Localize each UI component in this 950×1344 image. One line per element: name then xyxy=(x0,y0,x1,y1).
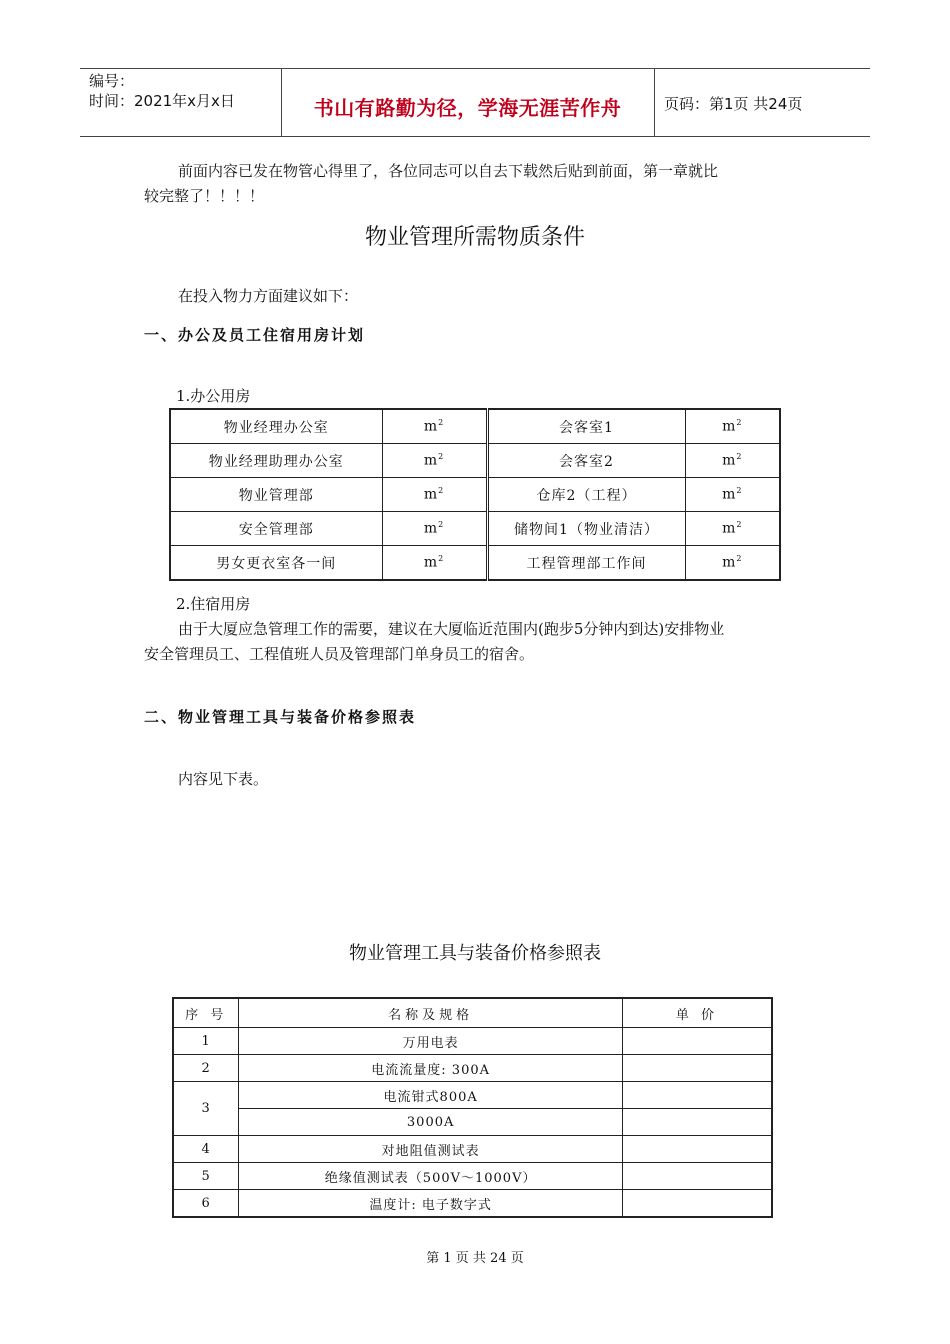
room-name-right: 工程管理部工作间 xyxy=(487,546,685,581)
room-name-right: 仓库2（工程） xyxy=(487,478,685,512)
table-row xyxy=(170,409,780,444)
room-name-left: 男女更衣室各一间 xyxy=(170,546,382,581)
room-area-right xyxy=(685,478,780,512)
room-area-right xyxy=(685,409,780,444)
unit-superscript: 2 xyxy=(736,418,743,428)
cell-name: 电流钳式800A xyxy=(239,1082,623,1109)
dorm-para-line-2: 安全管理员工、工程值班人员及管理部门单身员工的宿舍。 xyxy=(144,645,535,663)
price-table xyxy=(172,997,773,1218)
cell-price xyxy=(623,1055,773,1082)
room-name-left: 物业经理办公室 xyxy=(170,409,382,444)
table-row xyxy=(170,478,780,512)
unit-superscript: 2 xyxy=(736,452,743,462)
section-2-text: 内容见下表。 xyxy=(178,770,269,788)
room-name-left: 物业经理助理办公室 xyxy=(170,444,382,478)
unit-superscript: 2 xyxy=(438,418,445,428)
room-name-right: 会客室2 xyxy=(487,444,685,478)
room-area-left xyxy=(382,409,487,444)
cell-no: 4 xyxy=(173,1136,239,1163)
table-row xyxy=(173,1109,772,1136)
unit-superscript: 2 xyxy=(438,452,445,462)
cell-no: 1 xyxy=(173,1028,239,1055)
cell-price xyxy=(623,1163,773,1190)
table-row xyxy=(170,546,780,581)
table-row xyxy=(170,512,780,546)
cell-price xyxy=(623,1082,773,1109)
cell-price xyxy=(623,1190,773,1218)
header-divider-2 xyxy=(654,68,655,136)
unit-text: m xyxy=(722,486,737,503)
unit-superscript: 2 xyxy=(736,520,743,530)
unit-superscript: 2 xyxy=(438,554,445,564)
unit-text: m xyxy=(423,418,439,435)
header-motto: 书山有路勤为径，学海无涯苦作舟 xyxy=(313,96,622,120)
room-area-right xyxy=(685,444,780,478)
cell-no: 6 xyxy=(173,1190,239,1218)
unit-text: m xyxy=(722,452,737,469)
cell-name: 万用电表 xyxy=(239,1028,623,1055)
page-footer: 第 1 页 共 24 页 xyxy=(426,1251,524,1266)
section-2-heading: 二、物业管理工具与装备价格参照表 xyxy=(144,708,417,726)
section-1-heading: 一、办公及员工住宿用房计划 xyxy=(144,326,366,344)
unit-text: m xyxy=(423,486,439,503)
cell-price xyxy=(623,1028,773,1055)
unit-text: m xyxy=(722,418,737,435)
cell-no: 2 xyxy=(173,1055,239,1082)
cell-name: 3000A xyxy=(239,1109,623,1136)
room-name-right: 会客室1 xyxy=(487,409,685,444)
unit-superscript: 2 xyxy=(736,486,743,496)
unit-text: m xyxy=(722,520,737,537)
unit-text: m xyxy=(722,554,737,571)
room-area-left xyxy=(382,478,487,512)
office-rooms-subheading: 1.办公用房 xyxy=(176,387,251,405)
col-header-name: 名称及规格 xyxy=(239,998,623,1028)
office-rooms-table xyxy=(169,408,781,581)
cell-price xyxy=(623,1109,773,1136)
intro-line-2: 较完整了！！！！ xyxy=(144,187,265,205)
cell-name: 对地阻值测试表 xyxy=(239,1136,623,1163)
cell-no: 3 xyxy=(173,1082,239,1136)
room-area-left xyxy=(382,512,487,546)
page-title: 物业管理所需物质条件 xyxy=(364,225,585,250)
lead-text: 在投入物力方面建议如下： xyxy=(178,287,359,305)
unit-superscript: 2 xyxy=(438,520,445,530)
header-number-label: 编号： xyxy=(89,72,135,90)
unit-text: m xyxy=(423,554,439,571)
col-header-price: 单 价 xyxy=(623,998,773,1028)
room-area-left xyxy=(382,444,487,478)
cell-name: 电流流量度: 300A xyxy=(239,1055,623,1082)
header-bottom-rule xyxy=(80,136,870,137)
table-row xyxy=(173,1190,772,1218)
header-page-info: 页码：第1页 共24页 xyxy=(664,95,803,113)
cell-name: 绝缘值测试表（500V～1000V） xyxy=(239,1163,623,1190)
cell-price xyxy=(623,1136,773,1163)
table-row xyxy=(173,1136,772,1163)
unit-text: m xyxy=(423,452,439,469)
room-name-left: 安全管理部 xyxy=(170,512,382,546)
cell-no: 5 xyxy=(173,1163,239,1190)
room-name-left: 物业管理部 xyxy=(170,478,382,512)
header-time-label: 时间：2021年x月x日 xyxy=(89,92,235,110)
table-row xyxy=(170,444,780,478)
header-top-rule xyxy=(80,68,870,69)
table-row xyxy=(173,1055,772,1082)
table-row xyxy=(173,1028,772,1055)
room-area-right xyxy=(685,546,780,581)
unit-superscript: 2 xyxy=(438,486,445,496)
unit-text: m xyxy=(423,520,439,537)
table-row xyxy=(173,1082,772,1109)
room-area-left xyxy=(382,546,487,581)
intro-line-1: 前面内容已发在物管心得里了，各位同志可以自去下载然后贴到前面，第一章就比 xyxy=(178,162,719,180)
price-table-title: 物业管理工具与装备价格参照表 xyxy=(349,943,601,964)
unit-superscript: 2 xyxy=(736,554,743,564)
cell-name: 温度计: 电子数字式 xyxy=(239,1190,623,1218)
room-name-right: 储物间1（物业清洁） xyxy=(487,512,685,546)
room-area-right xyxy=(685,512,780,546)
dorm-para-line-1: 由于大厦应急管理工作的需要，建议在大厦临近范围内(跑步5分钟内到达)安排物业 xyxy=(178,620,725,638)
col-header-no: 序 号 xyxy=(173,998,239,1028)
price-table-header-row xyxy=(173,998,772,1028)
table-row xyxy=(173,1163,772,1190)
dorm-subheading: 2.住宿用房 xyxy=(176,595,251,613)
